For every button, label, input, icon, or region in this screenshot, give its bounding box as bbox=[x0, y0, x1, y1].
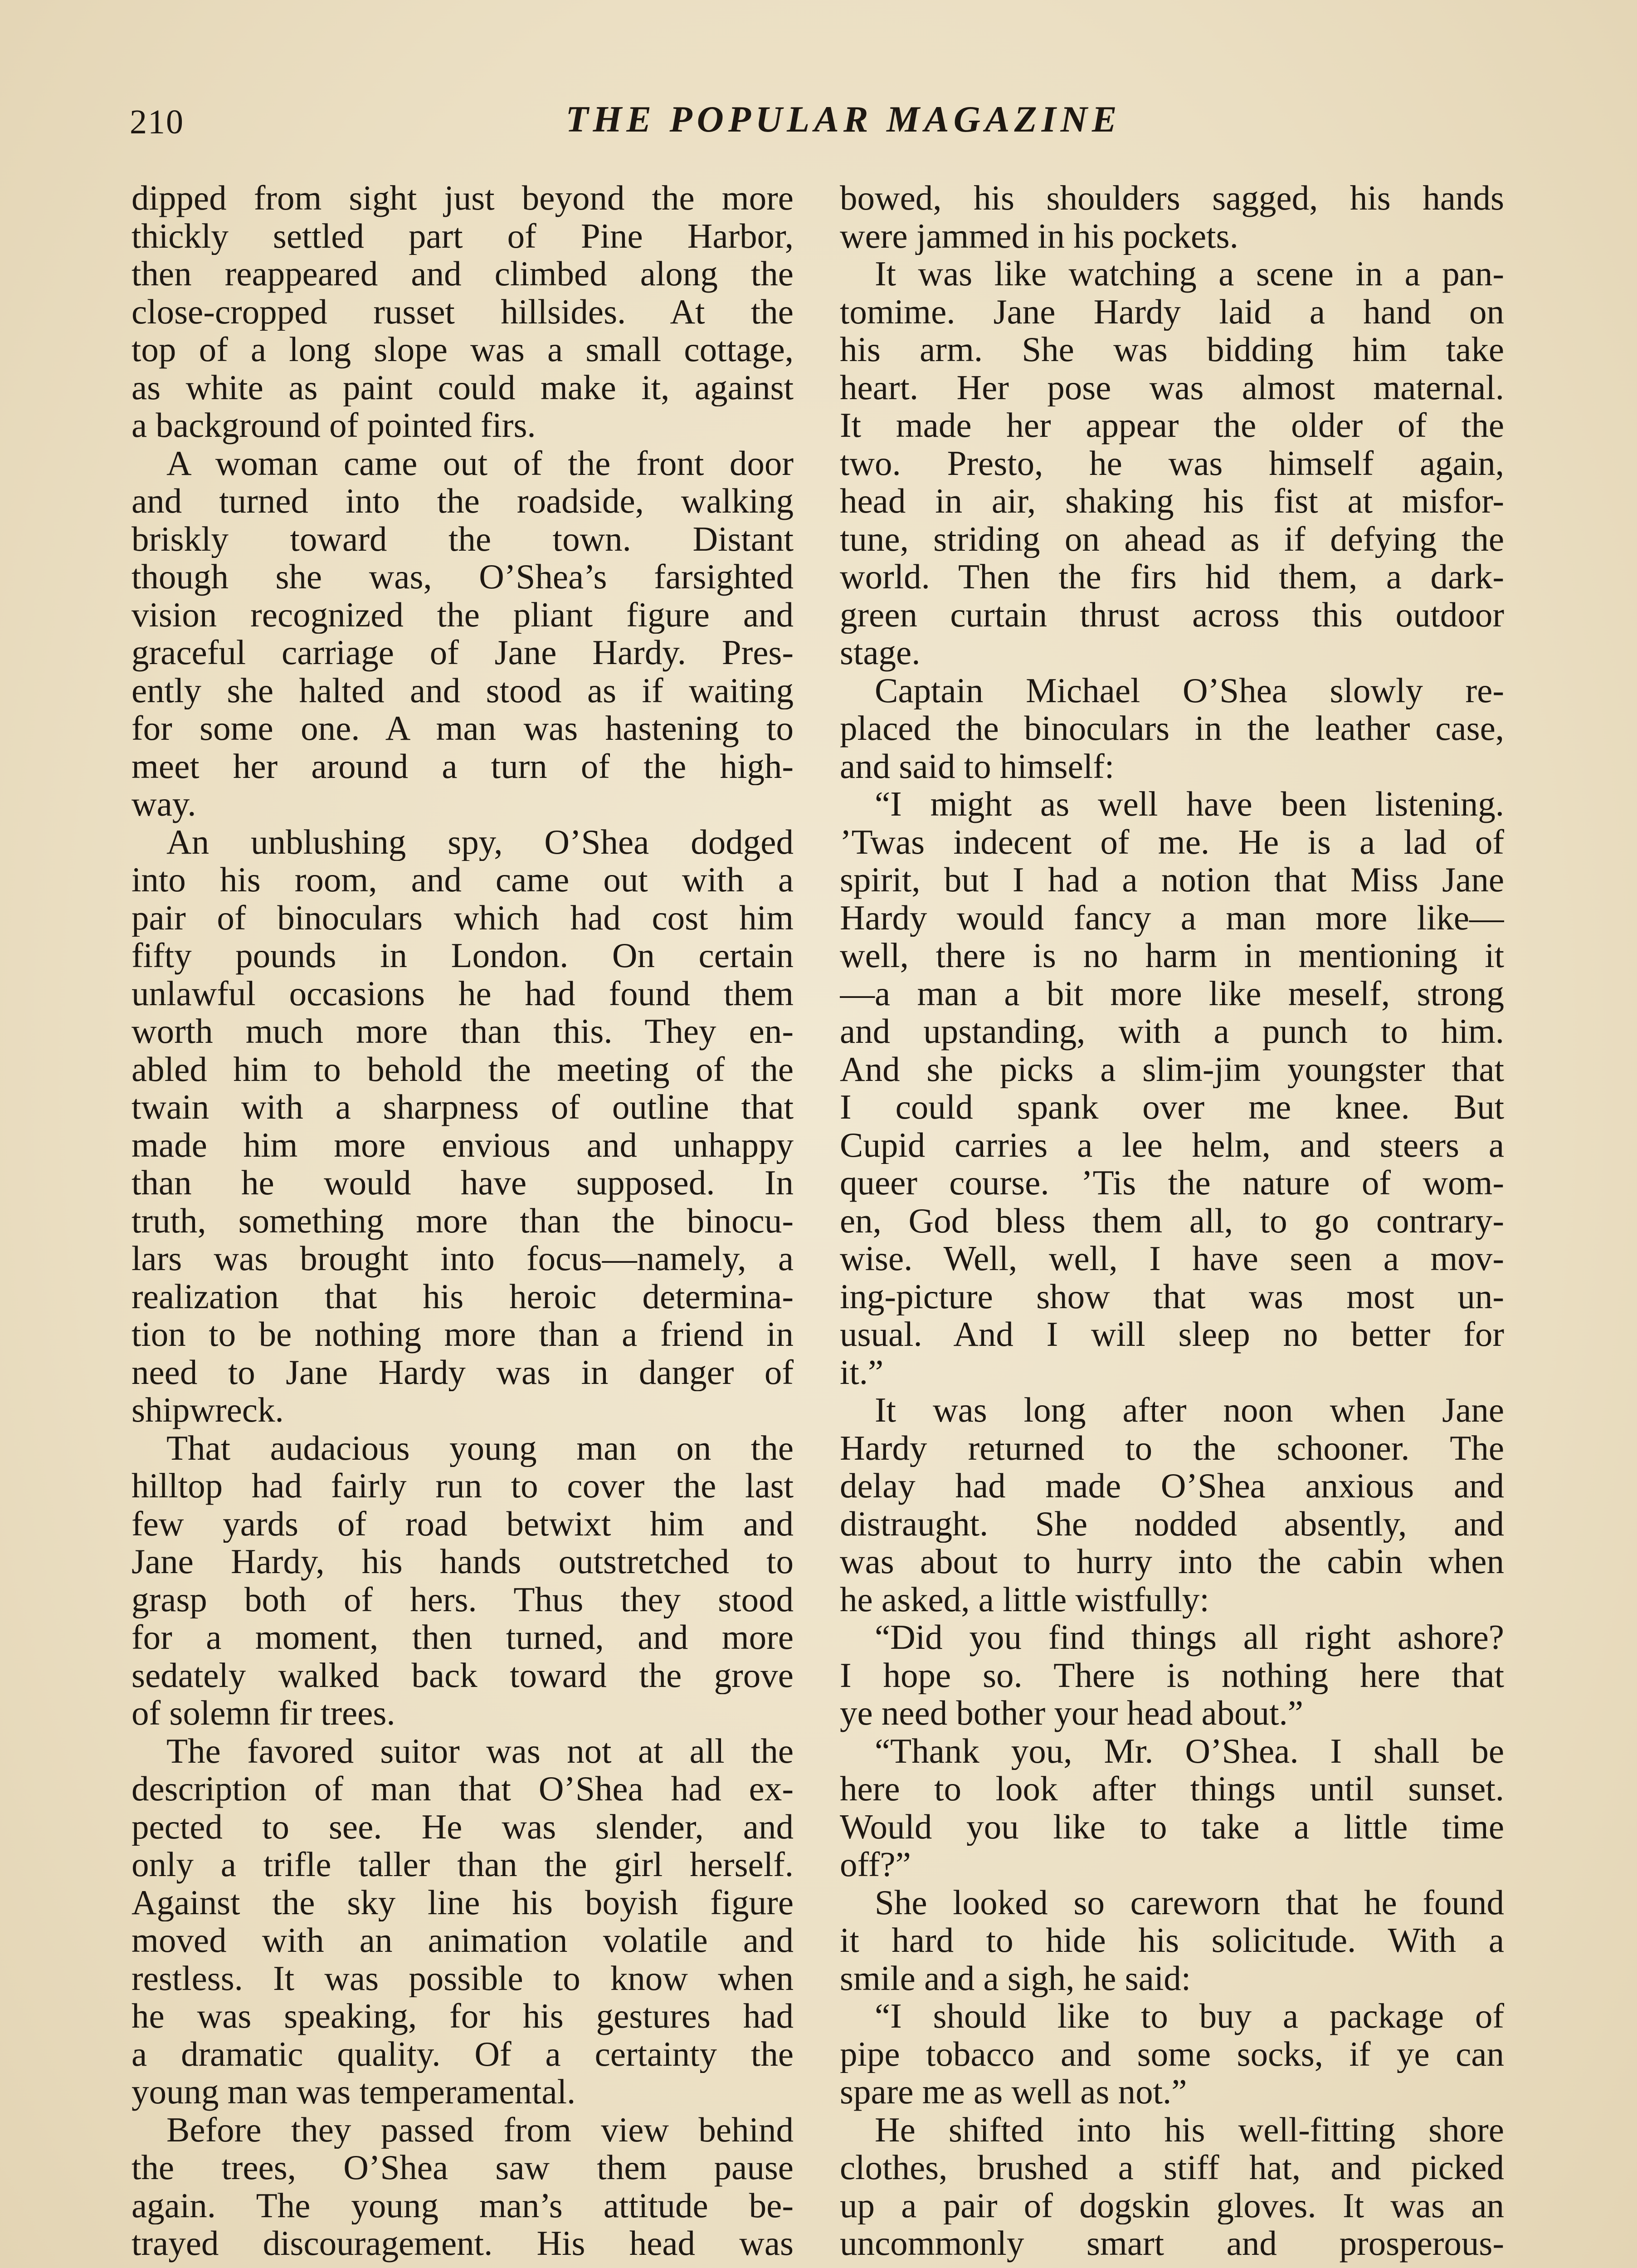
text-line: few yards of road betwixt him and bbox=[132, 1505, 794, 1543]
text-line: restless. It was possible to know when bbox=[132, 1959, 794, 1997]
text-line: —a man a bit more like meself, strong bbox=[840, 974, 1504, 1012]
text-line: An unblushing spy, O’Shea dodged bbox=[132, 823, 794, 861]
text-line: “Did you find things all right ashore? bbox=[840, 1618, 1504, 1657]
text-line: head in air, shaking his fist at misfor- bbox=[840, 482, 1504, 520]
text-line: abled him to behold the meeting of the bbox=[132, 1050, 794, 1088]
text-line: graceful carriage of Jane Hardy. Pres- bbox=[132, 634, 794, 672]
text-line: Against the sky line his boyish figure bbox=[132, 1883, 794, 1921]
text-line: then reappeared and climbed along the bbox=[132, 255, 794, 293]
text-line: I could spank over me knee. But bbox=[840, 1088, 1504, 1126]
text-line: She looked so careworn that he found bbox=[840, 1883, 1504, 1921]
text-line: And she picks a slim-jim youngster that bbox=[840, 1050, 1504, 1088]
text-line: Jane Hardy, his hands outstretched to bbox=[132, 1543, 794, 1581]
text-line: he asked, a little wistfully: bbox=[840, 1580, 1209, 1618]
text-line: It made her appear the older of the bbox=[840, 406, 1504, 445]
text-line: he was speaking, for his gestures had bbox=[132, 1997, 794, 2035]
text-line: made him more envious and unhappy bbox=[132, 1126, 794, 1164]
text-line: moved with an animation volatile and bbox=[132, 1921, 794, 1960]
right-column bbox=[840, 179, 1504, 2263]
text-line: Captain Michael O’Shea slowly re- bbox=[840, 671, 1504, 709]
text-line: into his room, and came out with a bbox=[132, 861, 794, 899]
text-line: The favored suitor was not at all the bbox=[132, 1732, 794, 1770]
text-line: for a moment, then turned, and more bbox=[132, 1618, 794, 1657]
text-line: only a trifle taller than the girl herself. bbox=[132, 1846, 794, 1884]
text-line: “I should like to buy a package of bbox=[840, 1997, 1504, 2035]
text-line: was about to hurry into the cabin when bbox=[840, 1543, 1504, 1581]
text-line: vision recognized the pliant figure and bbox=[132, 596, 794, 634]
text-line: pected to see. He was slender, and bbox=[132, 1808, 794, 1846]
text-line: meet her around a turn of the high- bbox=[132, 747, 794, 785]
text-line: green curtain thrust across this outdoor bbox=[840, 596, 1504, 634]
text-line: fifty pounds in London. On certain bbox=[132, 937, 794, 975]
text-line: “I might as well have been listening. bbox=[840, 785, 1504, 823]
text-line: placed the binoculars in the leather case, bbox=[840, 709, 1504, 748]
text-line: uncommonly smart and prosperous- bbox=[840, 2224, 1504, 2263]
text-line: the trees, O’Shea saw them pause bbox=[132, 2149, 794, 2187]
text-line: worth much more than this. They en- bbox=[132, 1012, 794, 1051]
text-line: queer course. ’Tis the nature of wom- bbox=[840, 1164, 1504, 1202]
text-line: of solemn fir trees. bbox=[132, 1694, 395, 1732]
text-line: again. The young man’s attitude be- bbox=[132, 2186, 794, 2224]
text-line: distraught. She nodded absently, and bbox=[840, 1505, 1504, 1543]
text-line: realization that his heroic determina- bbox=[132, 1277, 794, 1315]
text-line: Before they passed from view behind bbox=[132, 2111, 794, 2149]
text-line: truth, something more than the binocu- bbox=[132, 1202, 794, 1240]
text-line: twain with a sharpness of outline that bbox=[132, 1088, 794, 1126]
text-line: tomime. Jane Hardy laid a hand on bbox=[840, 293, 1504, 331]
text-line: ’Twas indecent of me. He is a lad of bbox=[840, 823, 1504, 861]
text-line: sedately walked back toward the grove bbox=[132, 1656, 794, 1694]
page-number: 210 bbox=[130, 103, 184, 141]
text-line: and turned into the roadside, walking bbox=[132, 482, 794, 520]
text-line: pair of binoculars which had cost him bbox=[132, 899, 794, 937]
text-line: grasp both of hers. Thus they stood bbox=[132, 1580, 794, 1618]
text-line: It was like watching a scene in a pan- bbox=[840, 255, 1504, 293]
text-line: spirit, but I had a notion that Miss Jane bbox=[840, 861, 1504, 899]
text-line: A woman came out of the front door bbox=[132, 444, 794, 482]
text-line: tune, striding on ahead as if defying the bbox=[840, 520, 1504, 558]
text-line: usual. And I will sleep no better for bbox=[840, 1315, 1504, 1354]
left-column bbox=[132, 179, 794, 2263]
text-line: “Thank you, Mr. O’Shea. I shall be bbox=[840, 1732, 1504, 1770]
text-line: were jammed in his pockets. bbox=[840, 217, 1238, 255]
text-line: two. Presto, he was himself again, bbox=[840, 444, 1504, 482]
text-line: Hardy returned to the schooner. The bbox=[840, 1429, 1504, 1467]
text-line: close-cropped russet hillsides. At the bbox=[132, 293, 794, 331]
text-line: That audacious young man on the bbox=[132, 1429, 794, 1467]
text-line: lars was brought into focus—namely, a bbox=[132, 1240, 794, 1278]
text-line: it hard to hide his solicitude. With a bbox=[840, 1921, 1504, 1960]
text-line: way. bbox=[132, 785, 196, 823]
text-line: clothes, brushed a stiff hat, and picked bbox=[840, 2149, 1504, 2187]
text-line: briskly toward the town. Distant bbox=[132, 520, 794, 558]
text-line: though she was, O’Shea’s farsighted bbox=[132, 558, 794, 596]
text-line: thickly settled part of Pine Harbor, bbox=[132, 217, 794, 255]
text-line: than he would have supposed. In bbox=[132, 1164, 794, 1202]
text-line: I hope so. There is nothing here that bbox=[840, 1656, 1504, 1694]
text-line: unlawful occasions he had found them bbox=[132, 974, 794, 1012]
text-line: his arm. She was bidding him take bbox=[840, 331, 1504, 369]
text-line: well, there is no harm in mentioning it bbox=[840, 937, 1504, 975]
text-line: need to Jane Hardy was in danger of bbox=[132, 1353, 794, 1391]
text-line: smile and a sigh, he said: bbox=[840, 1959, 1191, 1997]
text-line: dipped from sight just beyond the more bbox=[132, 179, 794, 217]
text-line: bowed, his shoulders sagged, his hands bbox=[840, 179, 1504, 217]
text-line: wise. Well, well, I have seen a mov- bbox=[840, 1240, 1504, 1278]
text-line: description of man that O’Shea had ex- bbox=[132, 1770, 794, 1808]
text-line: heart. Her pose was almost maternal. bbox=[840, 368, 1504, 406]
text-line: here to look after things until sunset. bbox=[840, 1770, 1504, 1808]
text-line: stage. bbox=[840, 634, 921, 672]
text-line: Hardy would fancy a man more like— bbox=[840, 899, 1504, 937]
text-line: pipe tobacco and some socks, if ye can bbox=[840, 2035, 1504, 2073]
text-line: trayed discouragement. His head was bbox=[132, 2224, 794, 2263]
text-line: as white as paint could make it, against bbox=[132, 368, 794, 406]
text-line: He shifted into his well-fitting shore bbox=[840, 2111, 1504, 2149]
text-line: a dramatic quality. Of a certainty the bbox=[132, 2035, 794, 2073]
text-line: and upstanding, with a punch to him. bbox=[840, 1012, 1504, 1051]
text-line: ye need bother your head about.” bbox=[840, 1694, 1303, 1732]
text-line: world. Then the firs hid them, a dark- bbox=[840, 558, 1504, 596]
text-line: delay had made O’Shea anxious and bbox=[840, 1467, 1504, 1505]
text-line: en, God bless them all, to go contrary- bbox=[840, 1202, 1504, 1240]
text-line: up a pair of dogskin gloves. It was an bbox=[840, 2186, 1504, 2224]
text-line: top of a long slope was a small cottage, bbox=[132, 331, 794, 369]
text-line: a background of pointed firs. bbox=[132, 406, 536, 445]
text-line: hilltop had fairly run to cover the last bbox=[132, 1467, 794, 1505]
text-line: Cupid carries a lee helm, and steers a bbox=[840, 1126, 1504, 1164]
text-line: Would you like to take a little time bbox=[840, 1808, 1504, 1846]
running-title: THE POPULAR MAGAZINE bbox=[565, 98, 1121, 140]
text-line: for some one. A man was hastening to bbox=[132, 709, 794, 748]
text-line: ently she halted and stood as if waiting bbox=[132, 671, 794, 709]
text-line: and said to himself: bbox=[840, 747, 1115, 785]
text-line: it.” bbox=[840, 1353, 884, 1391]
text-line: ing-picture show that was most un- bbox=[840, 1277, 1504, 1315]
text-line: tion to be nothing more than a friend in bbox=[132, 1315, 794, 1354]
text-line: shipwreck. bbox=[132, 1391, 284, 1429]
text-line: It was long after noon when Jane bbox=[840, 1391, 1504, 1429]
text-line: off?” bbox=[840, 1846, 911, 1884]
text-line: young man was temperamental. bbox=[132, 2073, 576, 2111]
text-line: spare me as well as not.” bbox=[840, 2073, 1187, 2111]
